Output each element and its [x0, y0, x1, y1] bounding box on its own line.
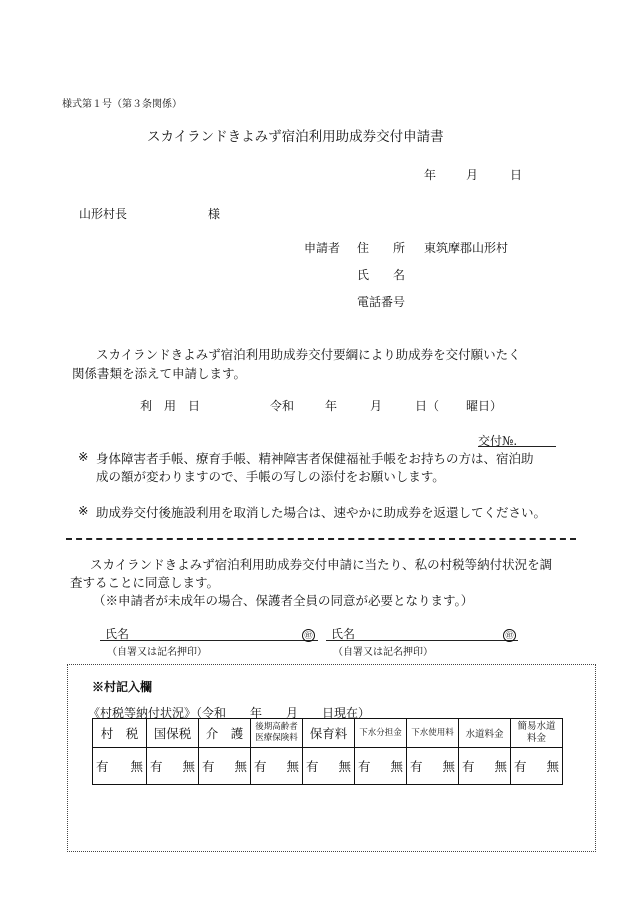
consent-line2: 査することに同意します。	[70, 575, 220, 590]
request-text-line1: スカイランドきよみず宿泊利用助成券交付要綱により助成券を交付願いたく	[96, 347, 521, 362]
date-year-label: 年	[424, 168, 437, 182]
form-title: スカイランドきよみず宿泊利用助成券交付申請書	[147, 129, 444, 145]
usage-month: 月	[370, 399, 383, 413]
table-row	[93, 748, 563, 785]
table-header-row	[93, 719, 563, 748]
signature2-name-label: 氏名	[331, 627, 356, 641]
no-option[interactable]: 無	[234, 759, 247, 774]
no-option[interactable]: 無	[286, 759, 299, 774]
consent-line3: （※申請者が未成年の場合、保護者全員の同意が必要となります。）	[93, 593, 474, 608]
usage-year: 年	[325, 399, 338, 413]
yes-option[interactable]: 有	[514, 759, 527, 774]
usage-day: 日（	[415, 399, 440, 413]
col-sewer-share: 下水分担金	[355, 719, 407, 748]
status-cell[interactable]	[251, 748, 303, 785]
office-use-heading: ※村記入欄	[92, 680, 153, 694]
note1-line1: 身体障害者手帳、療育手帳、精神障害者保健福祉手帳をお持ちの方は、宿泊助	[96, 451, 534, 466]
col-simple-water-fee: 簡易水道 料金	[511, 719, 563, 748]
yes-option[interactable]: 有	[410, 759, 423, 774]
yes-option[interactable]: 有	[306, 759, 319, 774]
yes-option[interactable]: 有	[254, 759, 267, 774]
signature2-line[interactable]	[326, 640, 518, 641]
issue-number-underline	[478, 446, 556, 447]
no-option[interactable]: 無	[182, 759, 195, 774]
signature2-seal-icon: ㊞	[503, 627, 516, 642]
status-cell[interactable]	[303, 748, 355, 785]
address-value: 東筑摩郡山形村	[424, 241, 509, 255]
no-option[interactable]: 無	[130, 759, 143, 774]
phone-label: 電話番号	[357, 295, 406, 309]
no-option[interactable]: 無	[338, 759, 351, 774]
col-sewer-usage: 下水使用料	[407, 719, 459, 748]
note2-text: 助成券交付後施設利用を取消した場合は、速やかに助成券を返還してください。	[96, 505, 547, 520]
col-village-tax: 村 税	[93, 719, 147, 748]
date-month-label: 月	[466, 168, 479, 182]
col-elderly-medical: 後期高齢者 医療保険料	[251, 719, 303, 748]
form-code: 様式第１号（第３条関係）	[62, 99, 182, 110]
applicant-label: 申請者	[304, 241, 341, 255]
no-option[interactable]: 無	[390, 759, 403, 774]
no-option[interactable]: 無	[546, 759, 559, 774]
col-childcare-fee: 保育料	[303, 719, 355, 748]
date-day-label: 日	[510, 168, 523, 182]
signature1-line[interactable]	[100, 640, 318, 641]
yes-option[interactable]: 有	[358, 759, 371, 774]
address-label: 住 所	[357, 241, 406, 255]
yes-option[interactable]: 有	[202, 759, 215, 774]
addressee-name: 山形村長	[79, 207, 128, 221]
note1-line2: 成の額が変わりますので、手帳の写しの添付をお願いします。	[96, 469, 445, 484]
no-option[interactable]: 無	[442, 759, 455, 774]
applicant-name-label: 氏 名	[357, 268, 406, 282]
usage-era: 令和	[270, 399, 295, 413]
note2-mark: ※	[78, 503, 89, 518]
status-cell[interactable]	[147, 748, 199, 785]
issue-number-label: 交付№.	[478, 434, 518, 448]
signature2-note: （自署又は記名押印）	[333, 647, 433, 658]
yes-option[interactable]: 有	[150, 759, 163, 774]
status-cell[interactable]	[459, 748, 511, 785]
status-cell[interactable]	[199, 748, 251, 785]
col-water-fee: 水道料金	[459, 719, 511, 748]
status-cell[interactable]	[93, 748, 147, 785]
note1-mark: ※	[78, 449, 89, 464]
status-cell[interactable]	[407, 748, 459, 785]
signature1-name-label: 氏名	[105, 627, 130, 641]
status-cell[interactable]	[511, 748, 563, 785]
signature1-seal-icon: ㊞	[302, 627, 315, 642]
request-text-line2: 関係書類を添えて申請します。	[72, 366, 247, 381]
yes-option[interactable]: 有	[96, 759, 109, 774]
status-cell[interactable]	[355, 748, 407, 785]
cut-line-divider	[66, 538, 576, 540]
no-option[interactable]: 無	[494, 759, 507, 774]
payment-status-table	[92, 718, 563, 785]
consent-line1: スカイランドきよみず宿泊利用助成券交付申請に当たり、私の村税等納付状況を調	[90, 557, 553, 572]
signature1-note: （自署又は記名押印）	[107, 647, 207, 658]
yes-option[interactable]: 有	[462, 759, 475, 774]
col-national-health-tax: 国保税	[147, 719, 199, 748]
payment-status-caption: 《村税等納付状況》（令和 年 月 日現在）	[88, 706, 371, 720]
usage-weekday: 曜日）	[466, 399, 503, 413]
usage-date-label: 利 用 日	[140, 399, 201, 413]
col-care-insurance: 介 護	[199, 719, 251, 748]
addressee-honorific: 様	[208, 207, 221, 221]
